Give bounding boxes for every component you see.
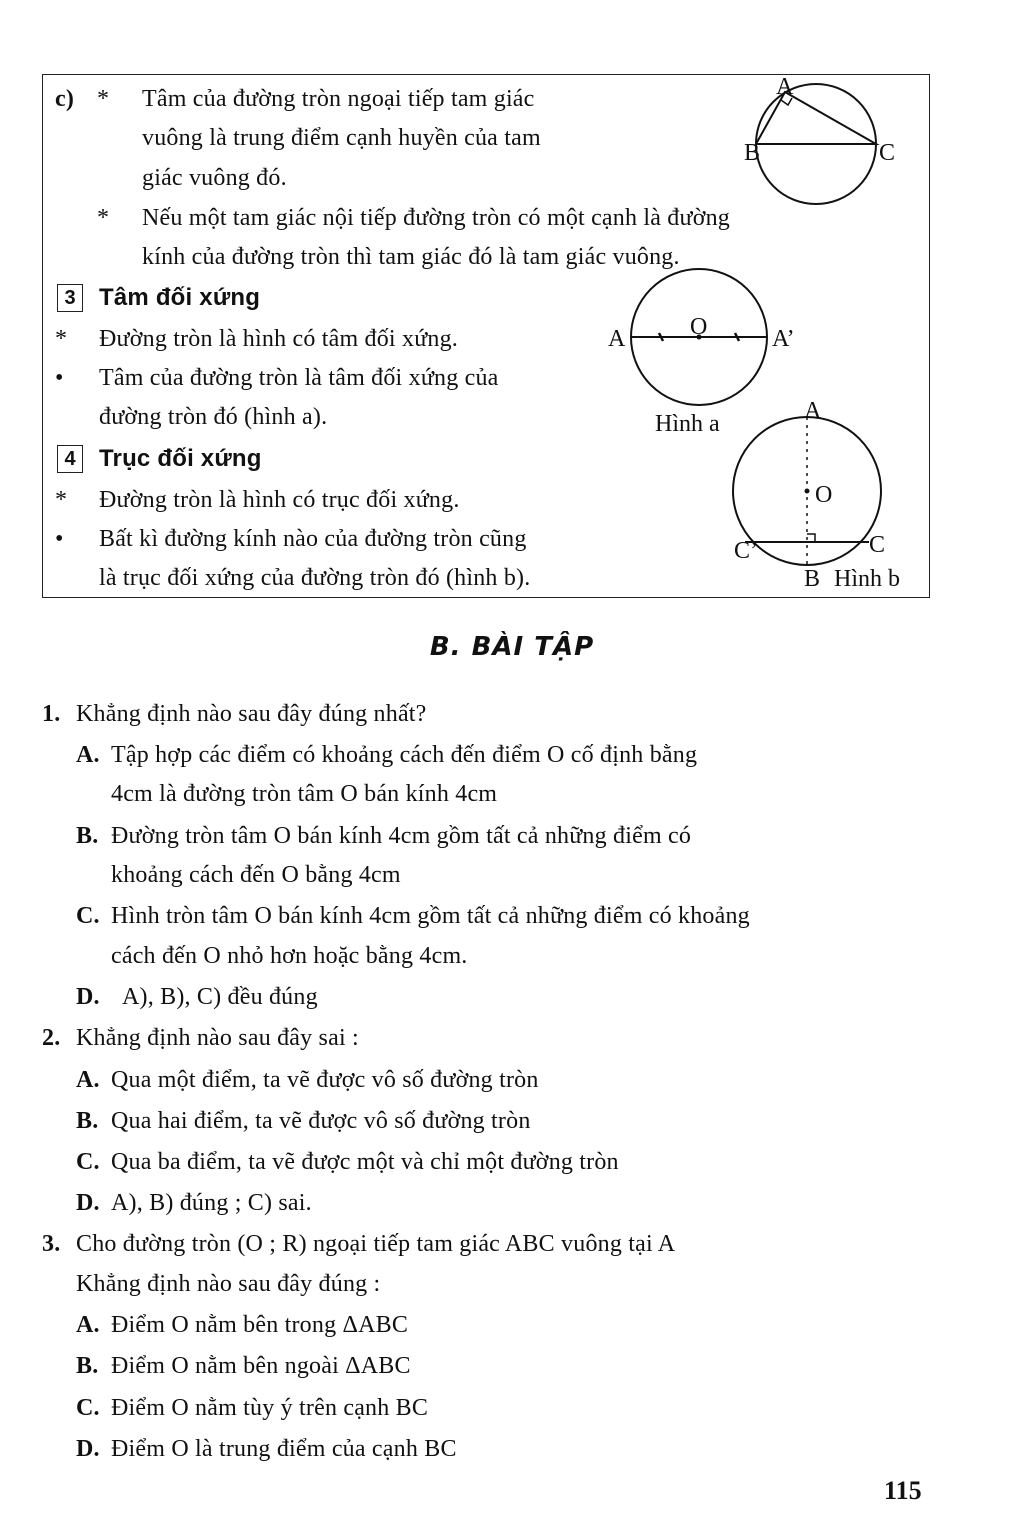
- figure-b-caption: Hình b: [834, 566, 900, 592]
- page-number: 115: [884, 1476, 922, 1505]
- bullet-star: *: [55, 487, 68, 513]
- section-heading-exercises: B. BÀI TẬP: [429, 632, 595, 662]
- label-c-prime: C’: [734, 538, 758, 564]
- bullet-star: *: [55, 326, 68, 352]
- option-label: B.: [76, 1108, 99, 1134]
- c-line-2: vuông là trung điểm cạnh huyền của tam: [142, 125, 541, 151]
- option-d-line-1: A), B) đúng ; C) sai.: [111, 1190, 312, 1216]
- section-title-symmetry-axis: Trục đối xứng: [99, 445, 262, 472]
- option-b-line-1: Qua hai điểm, ta vẽ được vô số đường tròn: [111, 1108, 531, 1134]
- question-stem: Khẳng định nào sau đây sai :: [76, 1025, 359, 1051]
- c2-line-2: kính của đường tròn thì tam giác đó là tam giác vuông.: [142, 244, 680, 270]
- s4-bullet-2-line-1: Bất kì đường kính nào của đường tròn cũng: [99, 526, 527, 552]
- s3-bullet-2-line-1: Tâm của đường tròn là tâm đối xứng của: [99, 365, 499, 391]
- label-c: C: [869, 532, 886, 558]
- item-c-label: c): [55, 86, 75, 112]
- s3-bullet-2-line-2: đường tròn đó (hình a).: [99, 404, 328, 430]
- option-d-line-1: Điểm O là trung điểm của cạnh BC: [111, 1436, 457, 1462]
- s4-bullet-1: Đường tròn là hình có trục đối xứng.: [99, 487, 460, 513]
- option-label: B.: [76, 823, 99, 849]
- label-a: A: [804, 398, 822, 424]
- option-a-line-1: Qua một điểm, ta vẽ được vô số đường tròn: [111, 1067, 539, 1093]
- option-a-line-2: 4cm là đường tròn tâm O bán kính 4cm: [111, 781, 498, 807]
- question-number: 1.: [42, 701, 61, 727]
- section-number-4: 4: [57, 445, 83, 473]
- option-a-line-1: Điểm O nằm bên trong ΔABC: [111, 1312, 409, 1338]
- label-b: B: [744, 140, 761, 166]
- section-number-3: 3: [57, 284, 83, 312]
- bullet-star: *: [97, 86, 110, 112]
- question-number: 3.: [42, 1231, 61, 1257]
- option-label: D.: [76, 1436, 100, 1462]
- question-number: 2.: [42, 1025, 61, 1051]
- label-a: A: [608, 326, 626, 352]
- label-a-prime: A’: [772, 326, 795, 352]
- figure-right-triangle-circle: [740, 76, 910, 208]
- figure-b-axis-symmetry: [728, 396, 928, 594]
- option-b-line-2: khoảng cách đến O bằng 4cm: [111, 862, 401, 888]
- label-b: B: [804, 566, 821, 592]
- c2-line-1: Nếu một tam giác nội tiếp đường tròn có một cạnh là đường: [142, 205, 731, 231]
- option-label: A.: [76, 742, 100, 768]
- option-a-line-1: Tập hợp các điểm có khoảng cách đến điểm O cố định bằng: [111, 742, 698, 768]
- section-title-symmetry-center: Tâm đối xứng: [99, 284, 261, 311]
- option-d-line-1: A), B), C) đều đúng: [122, 984, 318, 1010]
- option-c-line-1: Điểm O nằm tùy ý trên cạnh BC: [111, 1395, 429, 1421]
- option-label: D.: [76, 984, 100, 1010]
- s3-bullet-1: Đường tròn là hình có tâm đối xứng.: [99, 326, 458, 352]
- option-c-line-2: cách đến O nhỏ hơn hoặc bằng 4cm.: [111, 943, 468, 969]
- option-label: B.: [76, 1353, 99, 1379]
- bullet-dot: •: [55, 365, 64, 391]
- option-b-line-1: Đường tròn tâm O bán kính 4cm gồm tất cả những điểm có: [111, 823, 692, 849]
- option-label: C.: [76, 903, 100, 929]
- label-o: O: [690, 314, 708, 340]
- option-label: C.: [76, 1149, 100, 1175]
- figure-a-caption: Hình a: [655, 411, 720, 437]
- bullet-dot: •: [55, 526, 64, 552]
- question-stem-line-2: Khẳng định nào sau đây đúng :: [76, 1271, 381, 1297]
- question-stem: Khẳng định nào sau đây đúng nhất?: [76, 701, 427, 727]
- label-c: C: [879, 140, 896, 166]
- option-label: C.: [76, 1395, 100, 1421]
- label-o: O: [815, 482, 833, 508]
- option-label: A.: [76, 1312, 100, 1338]
- option-label: A.: [76, 1067, 100, 1093]
- option-label: D.: [76, 1190, 100, 1216]
- option-c-line-1: Hình tròn tâm O bán kính 4cm gồm tất cả những điểm có khoảng: [111, 903, 750, 929]
- question-stem: Cho đường tròn (O ; R) ngoại tiếp tam giác ABC vuông tại A: [76, 1231, 676, 1257]
- bullet-star: *: [97, 205, 110, 231]
- option-c-line-1: Qua ba điểm, ta vẽ được một và chỉ một đường tròn: [111, 1149, 619, 1175]
- s4-bullet-2-line-2: là trục đối xứng của đường tròn đó (hình b).: [99, 565, 531, 591]
- c-line-1: Tâm của đường tròn ngoại tiếp tam giác: [142, 86, 535, 112]
- option-b-line-1: Điểm O nằm bên ngoài ΔABC: [111, 1353, 411, 1379]
- c-line-3: giác vuông đó.: [142, 165, 287, 191]
- label-a: A: [776, 76, 794, 100]
